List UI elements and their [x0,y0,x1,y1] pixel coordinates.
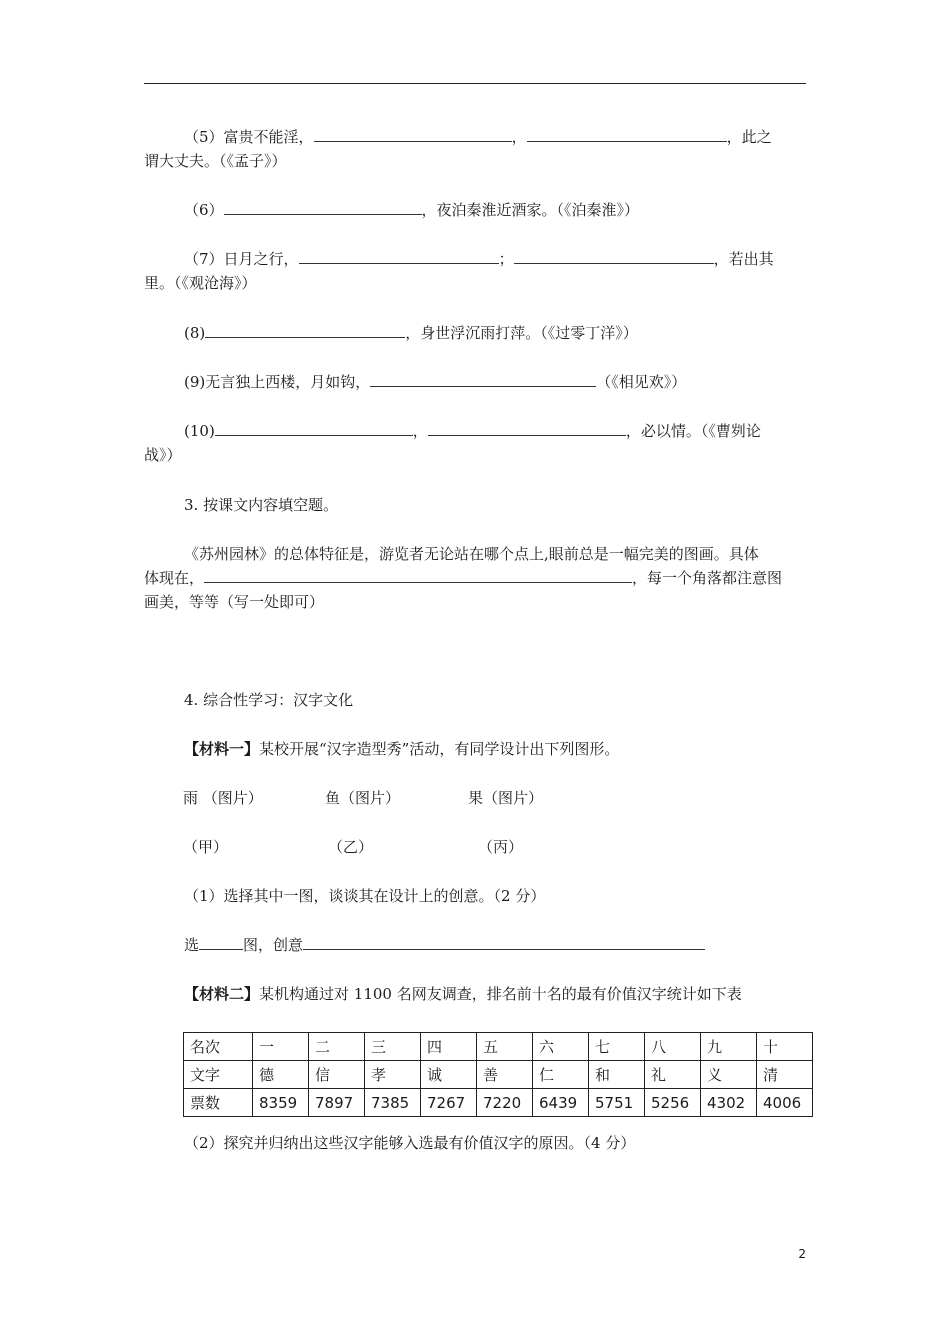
blank-9[interactable] [370,370,596,387]
row-chars [184,1061,813,1089]
question-4-1: （1）选择其中一图，谈谈其在设计上的创意。（2 分） [184,887,546,905]
question-7-line1: （7）日月之行， ； ，若出其 [144,247,806,271]
table-cell: 德 [253,1061,309,1089]
question-10-line1: (10) ， ，必以情。（《曹刿论 [144,419,806,443]
question-8: (8) ，身世浮沉雨打萍。（《过零丁洋》） [144,321,806,345]
question-6: （6） ，夜泊秦淮近酒家。（《泊秦淮》） [144,198,806,222]
blank-7b[interactable] [514,247,714,264]
question-5-line2: 谓大丈夫。（《孟子》） [144,152,287,170]
table-cell: 义 [701,1061,757,1089]
blank-5a[interactable] [314,125,512,142]
header-rule [144,83,806,84]
table-cell: 十 [757,1033,813,1061]
section-3-title: 3. 按课文内容填空题。 [184,496,339,514]
table-cell: 三 [365,1033,421,1061]
blank-8[interactable] [205,321,405,338]
table-cell: 清 [757,1061,813,1089]
label-jia: （甲） [183,838,229,856]
material-1: 【材料一】某校开展“汉字造型秀”活动，有同学设计出下列图形。 [184,740,620,758]
table-cell: 诚 [421,1061,477,1089]
table-cell: 5256 [645,1089,701,1117]
table-cell: 4006 [757,1089,813,1117]
table-header-cell: 票数 [184,1089,253,1117]
question-10-line2: 战》） [144,446,182,464]
image-placeholder-bing: 果（图片） [468,789,544,807]
blank-7a[interactable] [299,247,499,264]
table-cell: 和 [589,1061,645,1089]
row-rank [184,1033,813,1061]
table-cell: 7267 [421,1089,477,1117]
blank-10b[interactable] [428,419,626,436]
table-cell: 九 [701,1033,757,1061]
table-cell: 礼 [645,1061,701,1089]
question-9: (9)无言独上西楼，月如钩， （《相见欢》） [144,370,806,394]
table-cell: 7897 [309,1089,365,1117]
question-7-line2: 里。（《观沧海》） [144,274,257,292]
question-5-line1: （5）富贵不能淫， ， ，此之 [144,125,806,149]
blank-choice[interactable] [199,933,243,950]
ranking-table [183,1032,813,1117]
image-placeholder-yi: 鱼（图片） [325,789,401,807]
table-cell: 6439 [533,1089,589,1117]
section-3-line1: 《苏州园林》的总体特征是，游览者无论站在哪个点上,眼前总是一幅完美的图画。具体 [184,545,759,563]
table-cell: 八 [645,1033,701,1061]
table-cell: 7220 [477,1089,533,1117]
table-header-cell: 文字 [184,1061,253,1089]
blank-6[interactable] [224,198,422,215]
blank-suzhou[interactable] [204,566,632,583]
blank-10a[interactable] [215,419,413,436]
table-cell: 孝 [365,1061,421,1089]
image-placeholder-jia: 雨 （图片） [183,789,263,807]
table-cell: 仁 [533,1061,589,1089]
table-cell: 信 [309,1061,365,1089]
table-cell: 7385 [365,1089,421,1117]
table-cell: 二 [309,1033,365,1061]
table-header-cell: 名次 [184,1033,253,1061]
label-yi: （乙） [328,838,374,856]
table-cell: 善 [477,1061,533,1089]
table-cell: 4302 [701,1089,757,1117]
section-4-title: 4. 综合性学习：汉字文化 [184,691,354,709]
table-cell: 七 [589,1033,645,1061]
label-bing: （丙） [478,838,524,856]
page-number: 2 [798,1247,806,1261]
question-4-1-answer: 选 图，创意 [144,933,806,957]
table-cell: 六 [533,1033,589,1061]
table-cell: 五 [477,1033,533,1061]
table-cell: 一 [253,1033,309,1061]
blank-5b[interactable] [527,125,727,142]
material-2: 【材料二】某机构通过对 1100 名网友调查，排名前十名的最有价值汉字统计如下表 [184,985,742,1003]
table-cell: 5751 [589,1089,645,1117]
blank-creativity[interactable] [303,933,705,950]
section-3-line2: 体现在， ，每一个角落都注意图 [144,566,806,590]
question-4-2: （2）探究并归纳出这些汉字能够入选最有价值汉字的原因。（4 分） [184,1134,636,1152]
row-votes [184,1089,813,1117]
section-3-line3: 画美，等等（写一处即可） [144,593,325,611]
table-cell: 四 [421,1033,477,1061]
table-cell: 8359 [253,1089,309,1117]
